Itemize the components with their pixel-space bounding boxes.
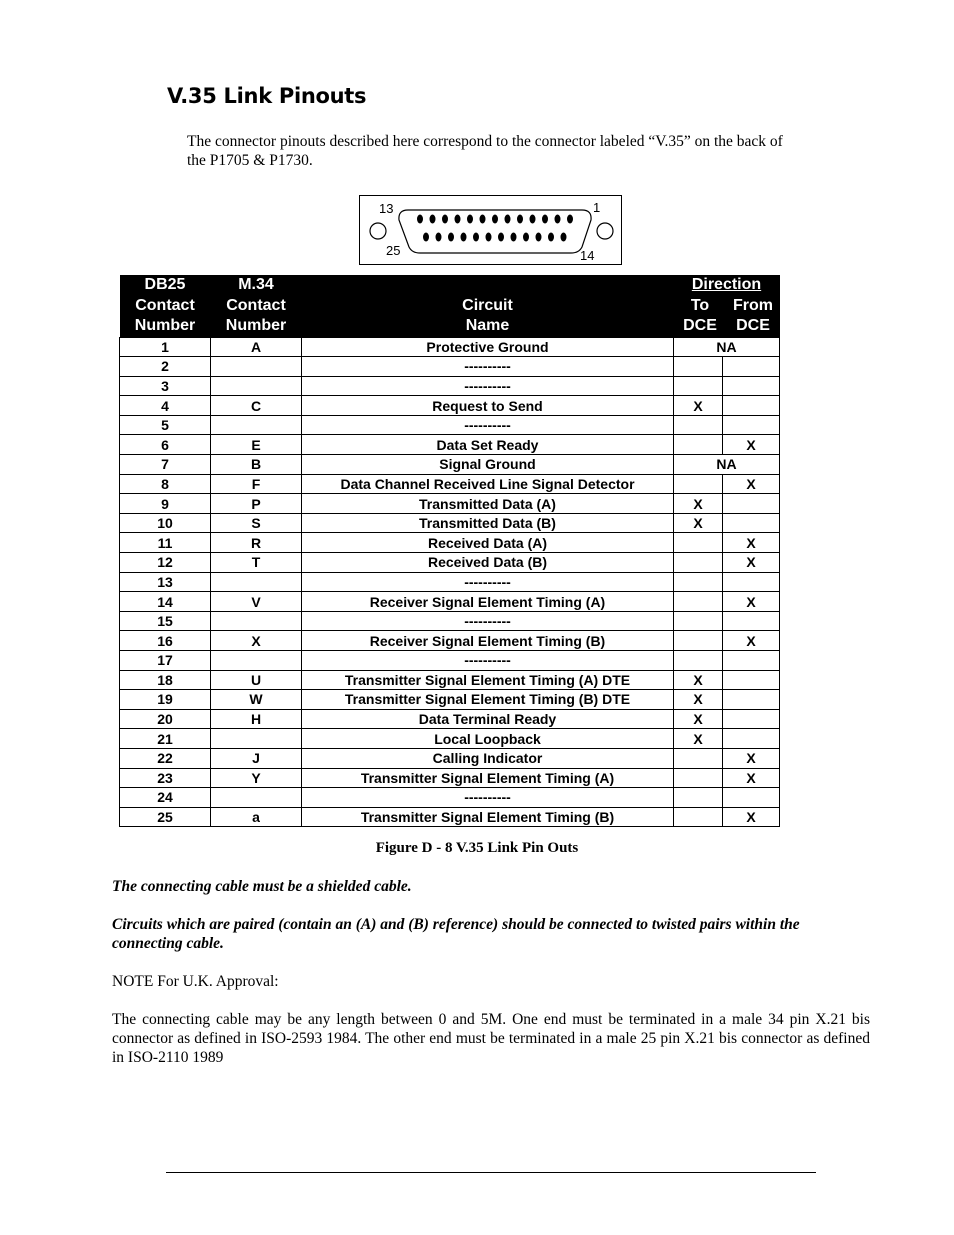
table-row [120,435,780,455]
table-row [120,494,780,514]
m34-contact-cell [211,415,302,435]
bottom-pin-row [423,233,567,242]
connector-pin [536,233,542,242]
circuit-name-cell: ---------- [302,611,674,631]
header-from-dce [727,296,780,337]
db25-contact-cell: 6 [120,435,211,455]
table-row [120,513,780,533]
pin-label-14: 14 [580,248,595,263]
table-row [120,748,780,768]
db25-contact-cell: 23 [120,768,211,788]
direction-from-dce-cell: X [723,553,780,573]
direction-from-dce-cell: X [723,768,780,788]
db25-contact-cell: 18 [120,670,211,690]
connector-pin [542,215,548,224]
db25-contact-cell: 12 [120,553,211,573]
direction-from-dce-cell: X [723,533,780,553]
db25-contact-cell: 19 [120,690,211,710]
uk-approval-heading: NOTE For U.K. Approval: [112,973,279,990]
direction-to-dce-cell: X [674,396,723,416]
direction-na-cell: NA [674,455,780,475]
connector-pin [548,233,554,242]
twisted-pairs-note: Circuits which are paired (contain an (A) and (B) reference) should be connected to twisted pairs within the connecting cable. [112,916,800,952]
table-row [120,709,780,729]
table-row [120,807,780,827]
direction-to-dce-cell [674,553,723,573]
circuit-name-cell: Receiver Signal Element Timing (A) [302,592,674,612]
direction-to-dce-cell [674,474,723,494]
circuit-name-cell: Data Set Ready [302,435,674,455]
m34-contact-cell [211,357,302,377]
table-row [120,768,780,788]
connector-pin [480,215,486,224]
db25-contact-cell: 24 [120,788,211,808]
direction-to-dce-cell [674,788,723,808]
direction-to-dce-cell [674,768,723,788]
header-db25-line3: Number [134,317,196,334]
pinout-table [119,275,780,827]
m34-contact-cell: F [211,474,302,494]
table-row [120,357,780,377]
direction-from-dce-cell: X [723,592,780,612]
table-row [120,474,780,494]
db25-contact-cell: 10 [120,513,211,533]
circuit-name-cell: Transmitted Data (A) [302,494,674,514]
uk-approval-text: The connecting cable may be any length between 0 and 5M. One end must be terminated in a male 34 pin X.21 bis connector as defined in ISO-2593 1984. The other end must be terminated in a male 25 pin X.21 bis connector as defined in ISO-2110 1989 [112,1011,870,1066]
m34-contact-cell [211,788,302,808]
header-circuit-line2: Name [465,317,510,334]
connector-pin [442,215,448,224]
header-to-line2: DCE [683,317,717,334]
direction-to-dce-cell [674,415,723,435]
pin-label-13: 13 [379,201,394,216]
direction-from-dce-cell [723,788,780,808]
db25-contact-cell: 11 [120,533,211,553]
shielded-cable-note: The connecting cable must be a shielded cable. [112,878,412,895]
direction-from-dce-cell [723,670,780,690]
m34-contact-cell [211,376,302,396]
db25-contact-cell: 16 [120,631,211,651]
circuit-name-cell: Request to Send [302,396,674,416]
db25-contact-cell: 9 [120,494,211,514]
header-db25 [120,275,211,337]
direction-from-dce-cell: X [723,748,780,768]
db25-contact-cell: 8 [120,474,211,494]
m34-contact-cell: P [211,494,302,514]
connector-pin [517,215,523,224]
circuit-name-cell: Transmitted Data (B) [302,513,674,533]
pinout-table-body [120,337,780,827]
table-row [120,651,780,671]
direction-from-dce-cell [723,729,780,749]
table-row [120,337,780,357]
connector-pin [455,215,461,224]
intro-paragraph: The connector pinouts described here correspond to the connector labeled “V.35” on the back of the P1705 & P1730. [187,133,783,169]
direction-from-dce-cell [723,357,780,377]
m34-contact-cell: U [211,670,302,690]
direction-from-dce-cell: X [723,631,780,651]
header-m34-line2: Contact [226,296,286,314]
m34-contact-cell: J [211,748,302,768]
circuit-name-cell: Transmitter Signal Element Timing (B) [302,807,674,827]
direction-to-dce-cell: X [674,690,723,710]
connector-pin [461,233,467,242]
direction-from-dce-cell [723,396,780,416]
circuit-name-cell: Data Channel Received Line Signal Detector [302,474,674,494]
m34-contact-cell: Y [211,768,302,788]
figure-caption: Figure D - 8 V.35 Link Pin Outs [375,840,579,856]
m34-contact-cell: C [211,396,302,416]
direction-from-dce-cell [723,494,780,514]
circuit-name-cell: Transmitter Signal Element Timing (A) [302,768,674,788]
db25-contact-cell: 7 [120,455,211,475]
db25-contact-cell: 13 [120,572,211,592]
m34-contact-cell: X [211,631,302,651]
header-m34-line1: M.34 [238,276,274,293]
circuit-name-cell: Received Data (B) [302,553,674,573]
direction-from-dce-cell [723,572,780,592]
table-row [120,690,780,710]
connector-pin [492,215,498,224]
connector-pin [448,233,454,242]
direction-to-dce-cell [674,572,723,592]
direction-from-dce-cell [723,690,780,710]
db25-contact-cell: 5 [120,415,211,435]
db25-contact-cell: 25 [120,807,211,827]
db25-contact-cell: 14 [120,592,211,612]
m34-contact-cell [211,611,302,631]
m34-contact-cell: T [211,553,302,573]
db25-contact-cell: 1 [120,337,211,357]
table-row [120,376,780,396]
direction-from-dce-cell [723,376,780,396]
circuit-name-cell: ---------- [302,357,674,377]
right-mounting-hole [597,223,613,239]
circuit-name-cell: ---------- [302,376,674,396]
left-mounting-hole [370,223,386,239]
direction-from-dce-cell [723,611,780,631]
m34-contact-cell: H [211,709,302,729]
connector-pin [486,233,492,242]
db25-contact-cell: 20 [120,709,211,729]
direction-to-dce-cell: X [674,513,723,533]
connector-pin [530,215,536,224]
header-to-dce [674,296,727,337]
connector-pin [467,215,473,224]
header-direction [674,275,780,337]
pin-label-25: 25 [386,243,401,258]
connector-pin [523,233,529,242]
connector-pin [430,215,436,224]
circuit-name-cell: Data Terminal Ready [302,709,674,729]
connector-pin [417,215,423,224]
m34-contact-cell [211,572,302,592]
header-m34 [211,275,302,337]
connector-pin [473,233,479,242]
pin-label-1: 1 [593,200,601,215]
db25-contact-cell: 15 [120,611,211,631]
direction-to-dce-cell [674,533,723,553]
connector-pin [555,215,561,224]
table-row [120,631,780,651]
table-row [120,533,780,553]
direction-to-dce-cell [674,807,723,827]
table-row [120,670,780,690]
connector-pin [505,215,511,224]
table-row [120,592,780,612]
table-row [120,611,780,631]
circuit-name-cell: Received Data (A) [302,533,674,553]
direction-from-dce-cell [723,709,780,729]
db25-contact-cell: 17 [120,651,211,671]
direction-to-dce-cell [674,435,723,455]
m34-contact-cell: a [211,807,302,827]
circuit-name-cell: Calling Indicator [302,748,674,768]
table-header-row [120,275,780,337]
page-title: V.35 Link Pinouts [167,84,367,108]
direction-to-dce-cell: X [674,494,723,514]
direction-to-dce-cell [674,631,723,651]
header-db25-line1: DB25 [144,276,186,293]
direction-to-dce-cell: X [674,670,723,690]
direction-from-dce-cell [723,651,780,671]
direction-na-cell: NA [674,337,780,357]
header-m34-line3: Number [225,317,287,334]
table-row [120,455,780,475]
circuit-name-cell: ---------- [302,788,674,808]
connector-pin [567,215,573,224]
direction-to-dce-cell [674,748,723,768]
m34-contact-cell [211,651,302,671]
m34-contact-cell: W [211,690,302,710]
m34-contact-cell: B [211,455,302,475]
circuit-name-cell: ---------- [302,572,674,592]
circuit-name-cell: Transmitter Signal Element Timing (B) DTE [302,690,674,710]
circuit-name-cell: Signal Ground [302,455,674,475]
direction-to-dce-cell: X [674,709,723,729]
m34-contact-cell: A [211,337,302,357]
circuit-name-cell: Receiver Signal Element Timing (B) [302,631,674,651]
table-row [120,572,780,592]
connector-pin [561,233,567,242]
table-row [120,415,780,435]
table-row [120,729,780,749]
header-from-line1: From [733,296,773,314]
direction-from-dce-cell: X [723,474,780,494]
direction-from-dce-cell [723,513,780,533]
m34-contact-cell: E [211,435,302,455]
direction-to-dce-cell [674,376,723,396]
direction-from-dce-cell: X [723,435,780,455]
table-row [120,788,780,808]
header-db25-line2: Contact [135,296,195,314]
m34-contact-cell: V [211,592,302,612]
circuit-name-cell: Local Loopback [302,729,674,749]
table-row [120,553,780,573]
m34-contact-cell: R [211,533,302,553]
direction-from-dce-cell: X [723,807,780,827]
db25-contact-cell: 3 [120,376,211,396]
m34-contact-cell: S [211,513,302,533]
direction-to-dce-cell [674,592,723,612]
connector-pin [436,233,442,242]
header-direction-title: Direction [691,276,762,293]
direction-to-dce-cell: X [674,729,723,749]
direction-to-dce-cell [674,651,723,671]
db25-contact-cell: 21 [120,729,211,749]
header-to-line1: To [690,296,710,314]
footer-rule [166,1172,816,1173]
circuit-name-cell: Protective Ground [302,337,674,357]
m34-contact-cell [211,729,302,749]
top-pin-row [417,215,573,224]
direction-to-dce-cell [674,611,723,631]
db25-contact-cell: 2 [120,357,211,377]
header-circuit-line1: Circuit [462,296,513,314]
circuit-name-cell: ---------- [302,415,674,435]
connector-pin [511,233,517,242]
circuit-name-cell: ---------- [302,651,674,671]
header-from-line2: DCE [736,317,770,334]
db25-connector-diagram [359,195,622,265]
table-row [120,396,780,416]
direction-from-dce-cell [723,415,780,435]
direction-to-dce-cell [674,357,723,377]
circuit-name-cell: Transmitter Signal Element Timing (A) DTE [302,670,674,690]
db25-contact-cell: 22 [120,748,211,768]
header-circuit [302,275,674,337]
db25-contact-cell: 4 [120,396,211,416]
connector-pin [423,233,429,242]
connector-pin [498,233,504,242]
